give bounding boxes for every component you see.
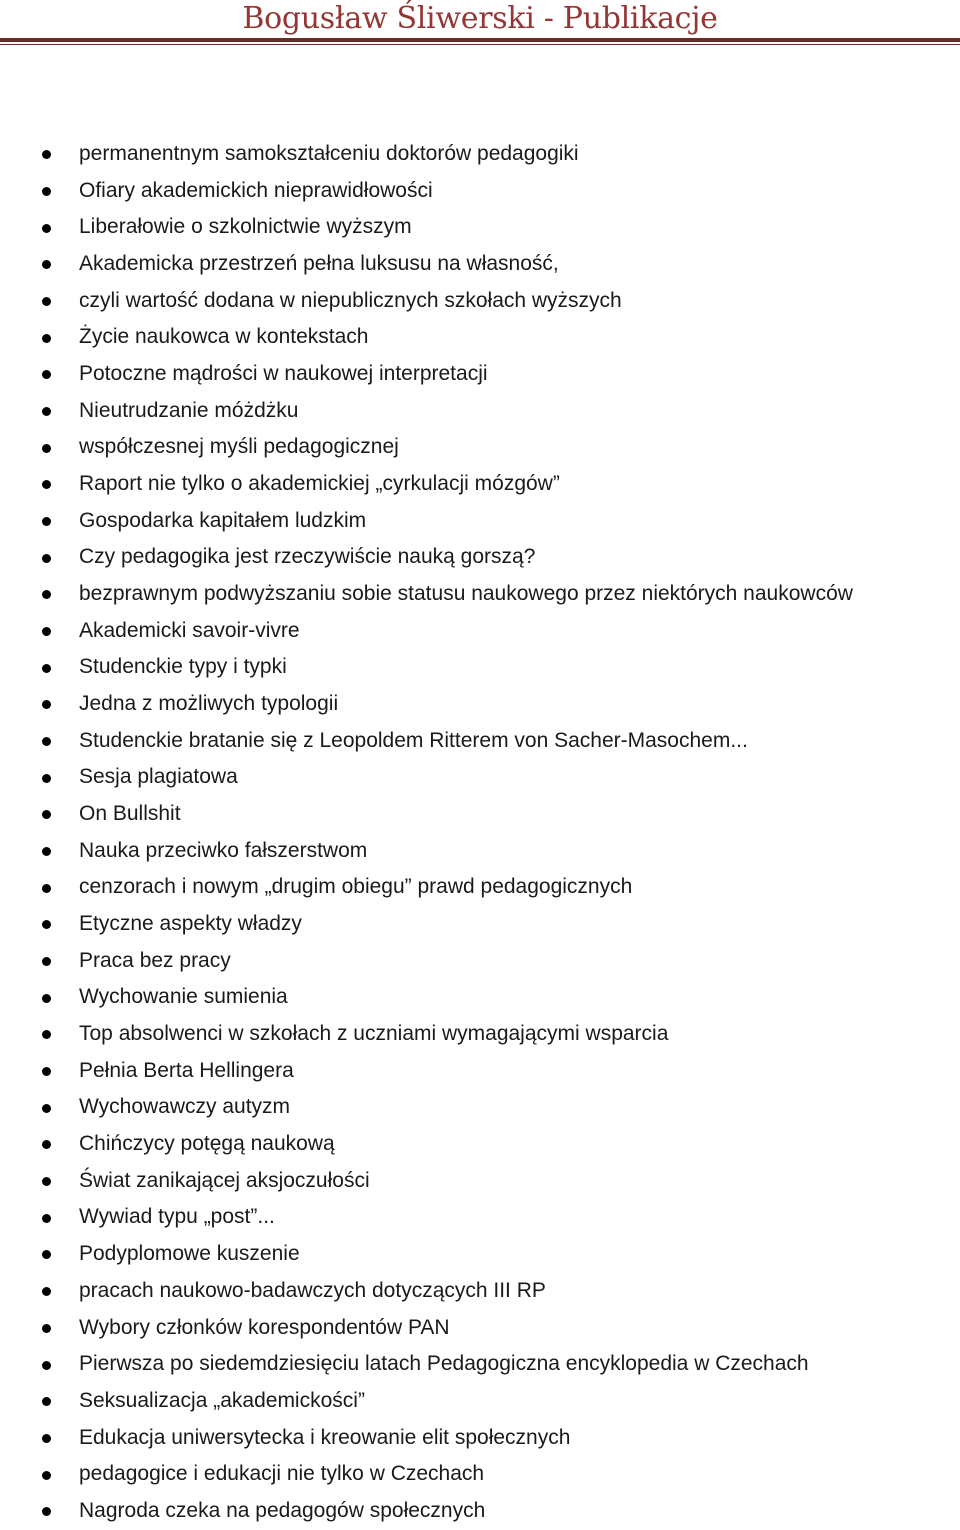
list-item xyxy=(0,1383,960,1420)
list-item xyxy=(0,723,960,760)
list-item xyxy=(0,1346,960,1383)
list-item xyxy=(0,136,960,173)
bullet-icon xyxy=(42,297,51,306)
publication-title: Świat zanikającej aksjoczułości xyxy=(79,1168,370,1192)
list-item xyxy=(0,796,960,833)
header-divider-thick xyxy=(0,38,960,42)
bullet-icon xyxy=(42,810,51,819)
page-title: Bogusław Śliwerski - Publikacje xyxy=(242,1,718,36)
bullet-icon xyxy=(42,920,51,929)
list-item xyxy=(0,869,960,906)
list-item xyxy=(0,466,960,503)
header-divider-thin xyxy=(0,44,960,45)
publication-title: Wywiad typu „post”... xyxy=(79,1205,275,1229)
list-item xyxy=(0,173,960,210)
bullet-icon xyxy=(42,774,51,783)
list-item xyxy=(0,759,960,796)
bullet-icon xyxy=(42,150,51,159)
publication-title: Raport nie tylko o akademickiej „cyrkulacji mózgów” xyxy=(79,472,560,496)
bullet-icon xyxy=(42,590,51,599)
list-item xyxy=(0,1053,960,1090)
bullet-icon xyxy=(42,1214,51,1223)
bullet-icon xyxy=(42,1177,51,1186)
bullet-icon xyxy=(42,1397,51,1406)
list-item xyxy=(0,1310,960,1347)
list-item xyxy=(0,393,960,430)
bullet-icon xyxy=(42,517,51,526)
list-item xyxy=(0,1493,960,1530)
publication-title: Czy pedagogika jest rzeczywiście nauką gorszą? xyxy=(79,545,536,569)
publication-title: Gospodarka kapitałem ludzkim xyxy=(79,508,367,532)
bullet-icon xyxy=(42,554,51,563)
bullet-icon xyxy=(42,407,51,416)
publication-title: Sesja plagiatowa xyxy=(79,765,238,789)
publication-title: Etyczne aspekty władzy xyxy=(79,912,302,936)
bullet-icon xyxy=(42,884,51,893)
publication-title: Top absolwenci w szkołach z uczniami wymagającymi wsparcia xyxy=(79,1022,669,1046)
bullet-icon xyxy=(42,1140,51,1149)
bullet-icon xyxy=(42,444,51,453)
publication-title: pedagogice i edukacji nie tylko w Czechach xyxy=(79,1462,485,1486)
bullet-icon xyxy=(42,737,51,746)
publication-title: Seksualizacja „akademickości” xyxy=(79,1388,365,1412)
publication-title: Wychowanie sumienia xyxy=(79,985,288,1009)
publication-title: Liberałowie o szkolnictwie wyższym xyxy=(79,215,412,239)
bullet-icon xyxy=(42,1361,51,1370)
publication-title: pracach naukowo-badawczych dotyczących III RP xyxy=(79,1278,546,1302)
bullet-icon xyxy=(42,1324,51,1333)
list-item xyxy=(0,906,960,943)
publication-title: Jedna z możliwych typologii xyxy=(79,692,339,716)
publication-title: bezprawnym podwyższaniu sobie statusu naukowego przez niektórych naukowców xyxy=(79,582,853,606)
list-item xyxy=(0,833,960,870)
publication-title: czyli wartość dodana w niepublicznych szkołach wyższych xyxy=(79,288,622,312)
list-item xyxy=(0,943,960,980)
bullet-icon xyxy=(42,1434,51,1443)
list-item xyxy=(0,1273,960,1310)
publication-title: Nauka przeciwko fałszerstwom xyxy=(79,838,368,862)
list-item xyxy=(0,356,960,393)
publication-title: Nagroda czeka na pedagogów społecznych xyxy=(79,1498,486,1522)
bullet-icon xyxy=(42,224,51,233)
publication-title: Nieutrudzanie móżdżku xyxy=(79,398,299,422)
publication-title: Wybory członków korespondentów PAN xyxy=(79,1315,450,1339)
bullet-icon xyxy=(42,1250,51,1259)
list-item xyxy=(0,1420,960,1457)
list-item xyxy=(0,649,960,686)
list-item xyxy=(0,283,960,320)
publication-title: Edukacja uniwersytecka i kreowanie elit społecznych xyxy=(79,1425,571,1449)
publication-list xyxy=(0,136,960,1530)
bullet-icon xyxy=(42,1287,51,1296)
list-item xyxy=(0,209,960,246)
list-item xyxy=(0,1456,960,1493)
list-item xyxy=(0,319,960,356)
publication-title: współczesnej myśli pedagogicznej xyxy=(79,435,399,459)
publication-title: Potoczne mądrości w naukowej interpretacji xyxy=(79,362,488,386)
bullet-icon xyxy=(42,994,51,1003)
bullet-icon xyxy=(42,1030,51,1039)
publication-title: Pełnia Berta Hellingera xyxy=(79,1058,294,1082)
list-item xyxy=(0,576,960,613)
bullet-icon xyxy=(42,1104,51,1113)
bullet-icon xyxy=(42,627,51,636)
list-item xyxy=(0,686,960,723)
list-item xyxy=(0,246,960,283)
list-item xyxy=(0,1163,960,1200)
publication-title: Akademicki savoir-vivre xyxy=(79,618,300,642)
bullet-icon xyxy=(42,664,51,673)
list-item xyxy=(0,539,960,576)
list-item xyxy=(0,1016,960,1053)
publication-title: cenzorach i nowym „drugim obiegu” prawd pedagogicznych xyxy=(79,875,633,899)
publication-title: On Bullshit xyxy=(79,802,181,826)
publication-title: permanentnym samokształceniu doktorów pedagogiki xyxy=(79,142,579,165)
list-item xyxy=(0,1199,960,1236)
publication-title: Praca bez pracy xyxy=(79,948,231,972)
bullet-icon xyxy=(42,1507,51,1516)
publication-title: Podyplomowe kuszenie xyxy=(79,1242,300,1266)
list-item xyxy=(0,613,960,650)
publication-title: Wychowawczy autyzm xyxy=(79,1095,291,1119)
list-item xyxy=(0,1126,960,1163)
publication-title: Pierwsza po siedemdziesięciu latach Pedagogiczna encyklopedia w Czechach xyxy=(79,1352,809,1376)
list-item xyxy=(0,1089,960,1126)
list-item xyxy=(0,429,960,466)
bullet-icon xyxy=(42,480,51,489)
list-item xyxy=(0,503,960,540)
bullet-icon xyxy=(42,957,51,966)
list-item xyxy=(0,979,960,1016)
bullet-icon xyxy=(42,187,51,196)
list-item xyxy=(0,1236,960,1273)
bullet-icon xyxy=(42,1067,51,1076)
publication-title: Życie naukowca w kontekstach xyxy=(79,325,369,349)
publication-title: Studenckie typy i typki xyxy=(79,655,287,679)
bullet-icon xyxy=(42,260,51,269)
bullet-icon xyxy=(42,700,51,709)
bullet-icon xyxy=(42,334,51,343)
bullet-icon xyxy=(42,1471,51,1480)
publication-title: Akademicka przestrzeń pełna luksusu na własność, xyxy=(79,252,559,276)
page-header xyxy=(0,0,960,50)
publication-title: Studenckie bratanie się z Leopoldem Ritterem von Sacher-Masochem... xyxy=(79,728,748,752)
publication-title: Chińczycy potęgą naukową xyxy=(79,1132,335,1156)
publication-title: Ofiary akademickich nieprawidłowości xyxy=(79,178,433,202)
bullet-icon xyxy=(42,847,51,856)
bullet-icon xyxy=(42,370,51,379)
